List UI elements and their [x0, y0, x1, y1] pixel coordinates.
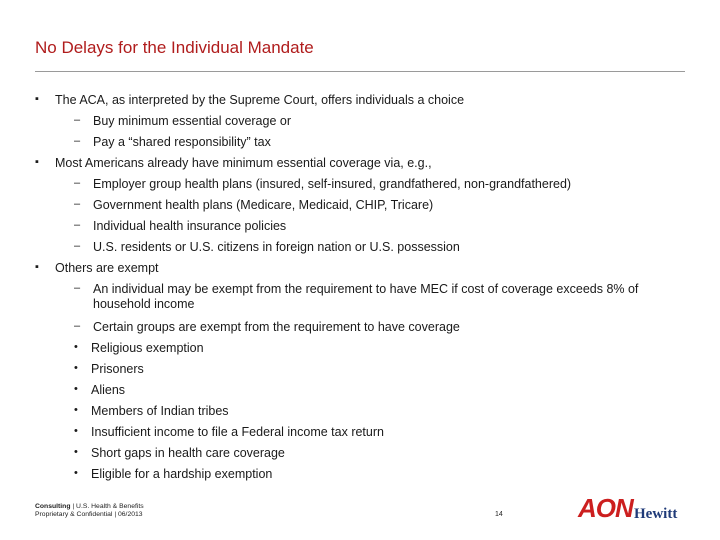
slide-footer: [35, 503, 144, 519]
logo-hewitt-text: Hewitt: [634, 506, 678, 522]
footer-consulting: Consulting: [35, 503, 71, 510]
slide-title: No Delays for the Individual Mandate: [35, 38, 314, 57]
title-divider: [35, 71, 685, 72]
dash-bullet-icon: –: [74, 219, 81, 231]
bullet-individual-policies: Individual health insurance policies: [93, 219, 287, 233]
list-item: Insufficient income to file a Federal income tax return: [91, 425, 384, 439]
dot-bullet-icon: •: [74, 362, 78, 374]
dot-bullet-icon: •: [74, 341, 78, 353]
list-item: Eligible for a hardship exemption: [91, 467, 273, 481]
dot-bullet-icon: •: [74, 446, 78, 458]
bullet-aca-choice: The ACA, as interpreted by the Supreme Court, offers individuals a choice: [55, 93, 465, 107]
bullet-us-residents: U.S. residents or U.S. citizens in foreign nation or U.S. possession: [93, 240, 460, 254]
dash-bullet-icon: –: [74, 135, 81, 147]
square-bullet-icon: ▪: [35, 93, 39, 105]
dot-bullet-icon: •: [74, 404, 78, 416]
dot-bullet-icon: •: [74, 383, 78, 395]
dash-bullet-icon: –: [74, 177, 81, 189]
bullet-others-exempt: Others are exempt: [55, 261, 159, 275]
footer-line-1: [35, 503, 144, 511]
list-item: Short gaps in health care coverage: [91, 446, 285, 460]
dash-bullet-icon: –: [74, 198, 81, 210]
list-item: Members of Indian tribes: [91, 404, 229, 418]
bullet-pay-tax: Pay a “shared responsibility” tax: [93, 135, 271, 149]
square-bullet-icon: ▪: [35, 156, 39, 168]
bullet-employer-plans: Employer group health plans (insured, self-insured, grandfathered, non-grandfathered): [93, 177, 572, 191]
bullet-most-americans: Most Americans already have minimum essential coverage via, e.g.,: [55, 156, 432, 170]
dash-bullet-icon: –: [74, 114, 81, 126]
dash-bullet-icon: –: [74, 320, 81, 332]
footer-practice: | U.S. Health & Benefits: [70, 503, 144, 510]
dash-bullet-icon: –: [74, 240, 81, 252]
bullet-certain-groups: Certain groups are exempt from the requirement to have coverage: [93, 320, 460, 334]
dash-bullet-icon: –: [74, 282, 81, 294]
list-item: Religious exemption: [91, 341, 204, 355]
dot-bullet-icon: •: [74, 467, 78, 479]
logo-aon-text: AON: [578, 493, 633, 523]
aon-hewitt-logo: [578, 493, 686, 523]
square-bullet-icon: ▪: [35, 261, 39, 273]
list-item: Prisoners: [91, 362, 144, 376]
bullet-buy-coverage: Buy minimum essential coverage or: [93, 114, 291, 128]
dot-bullet-icon: •: [74, 425, 78, 437]
bullet-cost-exemption: An individual may be exempt from the requirement to have MEC if cost of coverage exceeds 8% of household income: [93, 282, 639, 311]
page-number: 14: [495, 511, 503, 518]
bullet-government-plans: Government health plans (Medicare, Medicaid, CHIP, Tricare): [93, 198, 434, 212]
footer-line-2: Proprietary & Confidential | 06/2013: [35, 511, 143, 518]
list-item: Aliens: [91, 383, 126, 397]
